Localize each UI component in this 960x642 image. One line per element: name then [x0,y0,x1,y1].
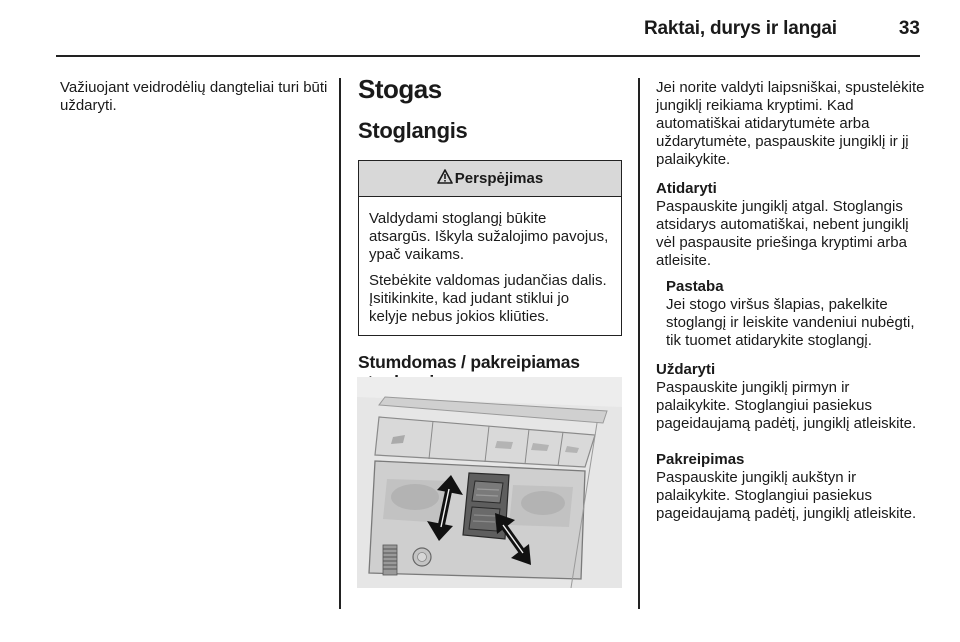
tilt-paragraph: Paspauskite jungiklį aukštyn ir palaikykite. Stoglangiui pasiekus pageidaujamą padėtį, jungiklį atleiskite. [656,469,917,522]
warning-triangle-icon [437,169,453,188]
note-heading: Pastaba [666,278,724,295]
note-paragraph: Jei stogo viršus šlapias, pakelkite stoglangį ir leiskite vandeniui nubėgti, tik tuomet atidarykite stoglangį. [666,296,915,349]
open-heading: Atidaryti [656,180,717,197]
note-block [656,278,926,350]
sunroof-switch-illustration [357,377,622,588]
section-heading-stogas: Stogas [358,74,442,104]
mirror-cover-note: Važiuojant veidrodėlių dangteliai turi būti uždaryti. [60,79,328,114]
column-left [60,79,330,115]
warning-paragraph-1: Valdydami stoglangį būkite atsargūs. Iškyla sužalojimo pavojus, ypač vaikams. [369,210,609,263]
close-paragraph: Paspauskite jungiklį pirmyn ir palaikykite. Stoglangiui pasiekus pageidaujamą padėtį, jungiklį atleiskite. [656,379,917,432]
warning-box [358,160,622,336]
column-middle [358,74,626,392]
warning-body [359,197,621,335]
close-heading: Uždaryti [656,361,716,378]
intro-paragraph: Jei norite valdyti laipsniškai, spustelėkite jungiklį reikiama kryptimi. Kad automatiškai atidarytumėte arba uždarytumėte, paspauskite jungiklį ir jį palaikykite. [656,79,925,168]
subheading-stoglangis: Stoglangis [358,118,468,143]
page-number: 33 [898,18,920,39]
warning-header [359,161,621,197]
column-divider-left [339,78,341,609]
warning-title: Perspėjimas [454,170,544,187]
warning-paragraph-2: Stebėkite valdomas judančias dalis. Įsitikinkite, kad judant stiklui jo kelyje nebus jokios kliūties. [369,272,607,325]
tilt-heading: Pakreipimas [656,451,745,468]
column-right [656,79,926,523]
header-divider [56,55,920,57]
page-header-title: Raktai, durys ir langai [644,18,837,39]
open-paragraph: Paspauskite jungiklį atgal. Stoglangis atsidarys automatiškai, nebent jungiklį vėl paspausite priešinga kryptimi arba atleisite. [656,198,909,269]
column-divider-right [638,78,640,609]
section-title-sliding-tilting-roof: Stumdomas / pakreipiamas [358,352,580,372]
